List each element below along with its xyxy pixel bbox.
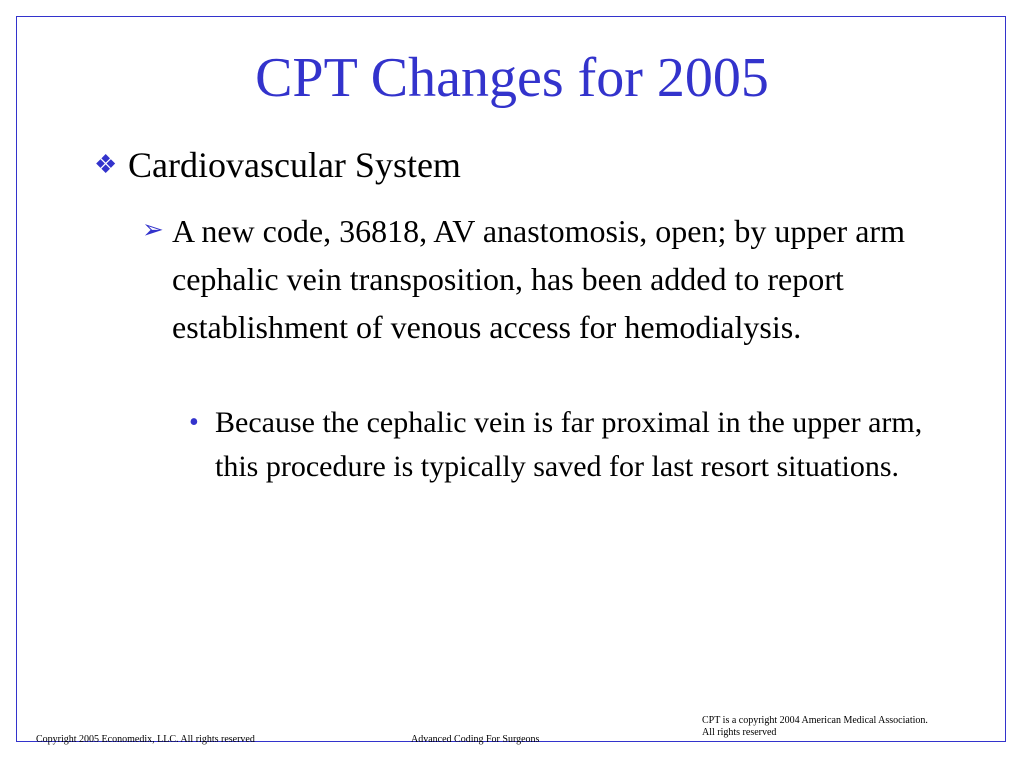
bullet-level1 <box>94 143 954 187</box>
slide-border <box>16 16 1006 742</box>
diamond-quad-icon: ❖ <box>94 150 118 179</box>
footer-cpt-notice-line1: CPT is a copyright 2004 American Medical Association. <box>702 715 928 726</box>
slide-title: CPT Changes for 2005 <box>255 47 769 109</box>
footer-copyright: Copyright 2005 Economedix, LLC. All rights reserved <box>36 734 255 745</box>
bullet-level2 <box>142 207 932 351</box>
footer-course-title: Advanced Coding For Surgeons <box>411 734 540 745</box>
arrowhead-icon: ➢ <box>142 215 164 244</box>
footer-cpt-notice-line2: All rights reserved <box>702 727 777 738</box>
bullet-level1-text: Cardiovascular System <box>128 145 461 185</box>
dot-icon: • <box>189 407 199 438</box>
footer-cpt-notice <box>702 715 928 739</box>
bullet-level3-text: Because the cephalic vein is far proximal in the upper arm, this procedure is typically saved for last resort situations. <box>215 406 923 483</box>
bullet-level2-text: A new code, 36818, AV anastomosis, open; by upper arm cephalic vein transposition, has been added to report establishment of venous access for hemodialysis. <box>172 213 905 345</box>
bullet-level3 <box>189 401 934 489</box>
